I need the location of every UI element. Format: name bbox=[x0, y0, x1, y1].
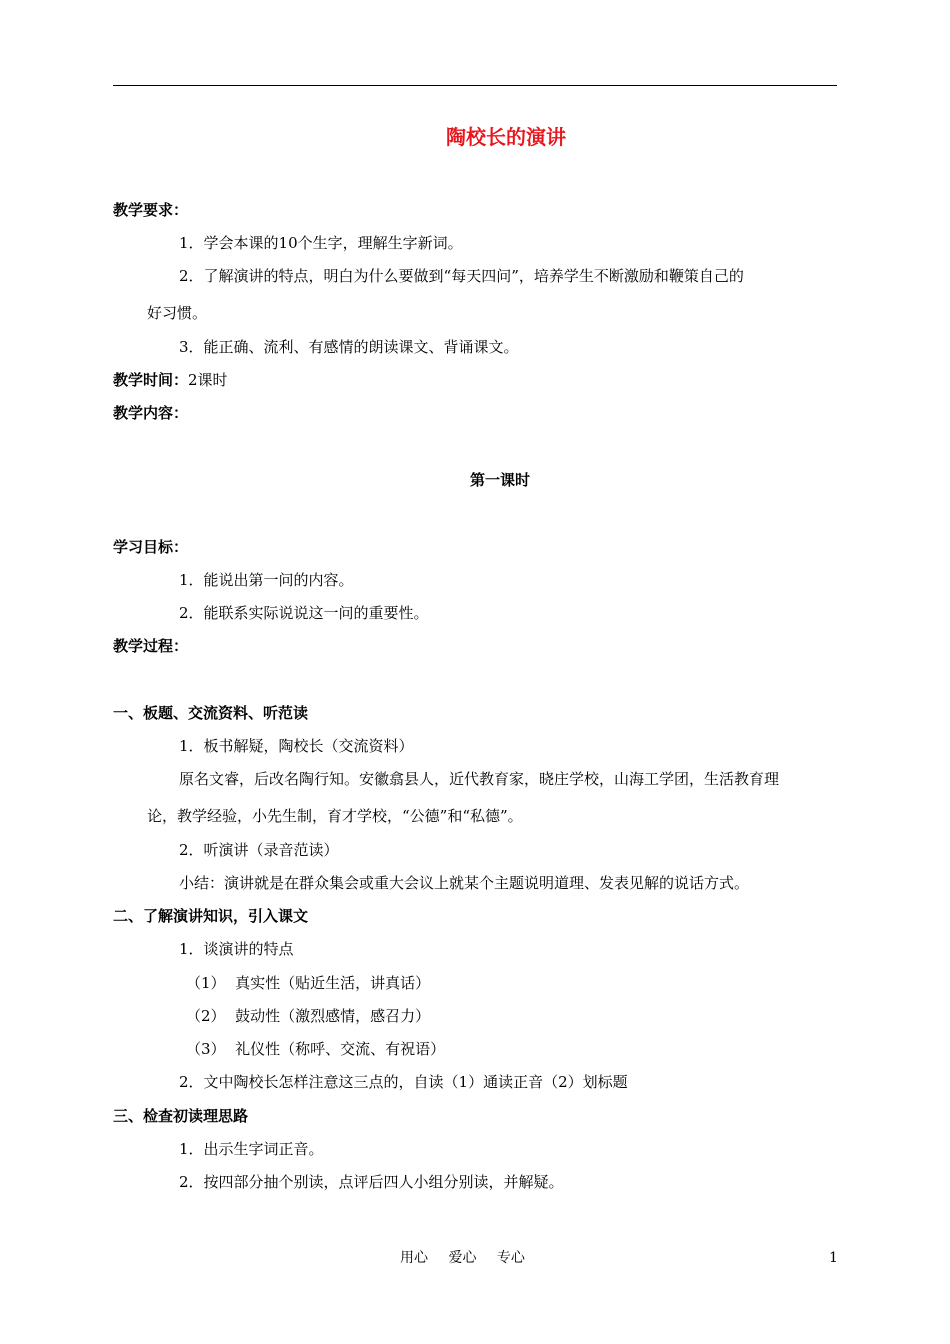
section-2-line: 2．文中陶校长怎样注意这三点的，自读（1）通读正音（2）划标题 bbox=[179, 1073, 628, 1091]
section-3-heading: 三、检查初读理思路 bbox=[113, 1107, 249, 1125]
content-heading: 教学内容： bbox=[113, 404, 189, 422]
page-number: 1 bbox=[829, 1250, 838, 1266]
process-heading: 教学过程： bbox=[113, 637, 189, 655]
section-1-line: 1．板书解疑，陶校长（交流资料） bbox=[179, 737, 414, 755]
lesson-title: 第一课时 bbox=[469, 471, 530, 489]
section-1-line: 原名文睿，后改名陶行知。安徽翕县人，近代教育家，晓庄学校，山海工学团，生活教育理 bbox=[179, 770, 780, 788]
goals-heading: 学习目标： bbox=[113, 538, 189, 556]
section-2-heading: 二、了解演讲知识，引入课文 bbox=[113, 907, 309, 925]
header-rule bbox=[113, 85, 837, 86]
requirement-line: 3．能正确、流利、有感情的朗读课文、背诵课文。 bbox=[179, 338, 519, 356]
requirements-heading: 教学要求： bbox=[113, 201, 189, 219]
time-value: 2课时 bbox=[188, 371, 228, 389]
section-2-line: （3） 礼仪性（称呼、交流、有祝语） bbox=[186, 1040, 446, 1058]
page-title: 陶校长的演讲 bbox=[446, 125, 566, 149]
requirement-line: 2．了解演讲的特点，明白为什么要做到“每天四问”，培养学生不断激励和鞭策自己的 bbox=[179, 267, 744, 285]
goal-line: 2．能联系实际说说这一问的重要性。 bbox=[179, 604, 429, 622]
section-1-heading: 一、板题、交流资料、听范读 bbox=[113, 704, 309, 722]
section-1-line: 2．听演讲（录音范读） bbox=[179, 841, 339, 859]
requirement-line: 好习惯。 bbox=[147, 304, 208, 322]
teaching-time bbox=[113, 370, 228, 390]
time-heading: 教学时间： bbox=[113, 371, 189, 389]
section-1-line: 小结：演讲就是在群众集会或重大会议上就某个主题说明道理、发表见解的说话方式。 bbox=[179, 874, 750, 892]
requirement-line: 1．学会本课的10个生字，理解生字新词。 bbox=[179, 234, 463, 252]
page-footer: 用心 爱心 专心 bbox=[400, 1250, 525, 1266]
section-2-line: （1） 真实性（贴近生活，讲真话） bbox=[186, 974, 431, 992]
section-1-line: 论，教学经验，小先生制，育才学校，“公德”和“私德”。 bbox=[147, 807, 523, 825]
section-3-line: 1．出示生字词正音。 bbox=[179, 1140, 324, 1158]
section-3-line: 2．按四部分抽个别读，点评后四人小组分别读，并解疑。 bbox=[179, 1173, 564, 1191]
section-2-line: （2） 鼓动性（激烈感情，感召力） bbox=[186, 1007, 431, 1025]
section-2-line: 1．谈演讲的特点 bbox=[179, 940, 294, 958]
goal-line: 1．能说出第一问的内容。 bbox=[179, 571, 354, 589]
